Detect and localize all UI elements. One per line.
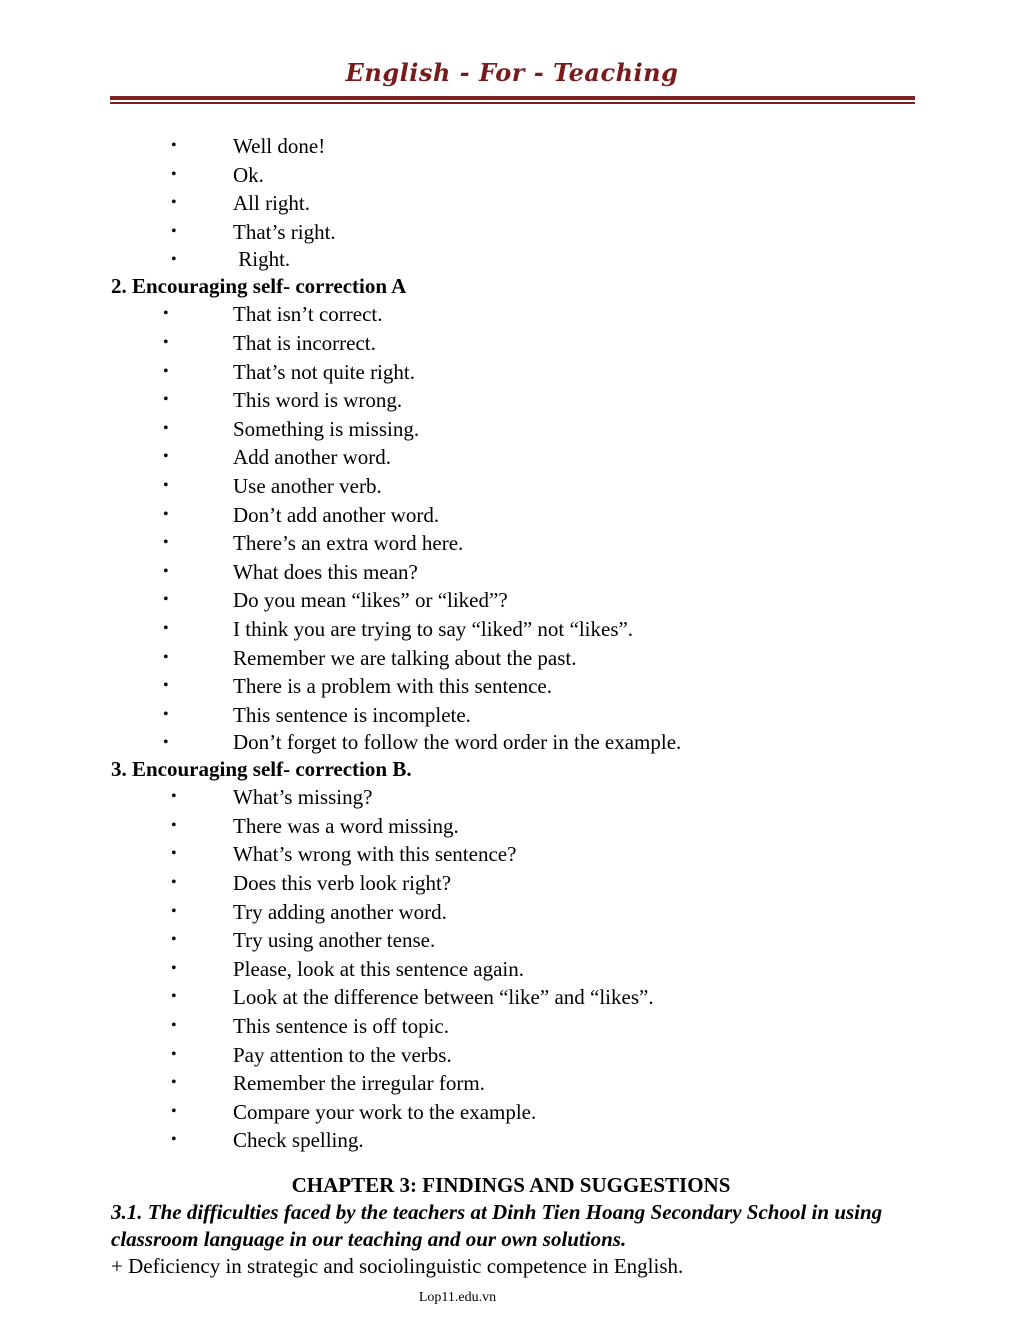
list-item bbox=[111, 472, 911, 501]
bullet-icon: • bbox=[171, 165, 177, 183]
list-item-text: Remember the irregular form. bbox=[233, 1071, 485, 1096]
bullet-icon: • bbox=[163, 534, 169, 552]
chapter-heading: CHAPTER 3: FINDINGS AND SUGGESTIONS bbox=[291, 1173, 731, 1197]
bullet-icon: • bbox=[163, 505, 169, 523]
bullet-icon: • bbox=[171, 1017, 177, 1035]
bullet-icon: • bbox=[171, 1102, 177, 1120]
bullet-icon: • bbox=[171, 251, 177, 269]
list-item bbox=[111, 558, 911, 587]
list-item-text: That’s right. bbox=[233, 219, 336, 244]
list-item-text: Don’t add another word. bbox=[233, 502, 440, 527]
bullet-icon: • bbox=[171, 1131, 177, 1149]
list-item-text: Compare your work to the example. bbox=[233, 1099, 537, 1124]
list-item-text: What does this mean? bbox=[233, 559, 418, 584]
list-item-text: This sentence is incomplete. bbox=[233, 702, 471, 727]
praise-list bbox=[111, 132, 911, 273]
list-item-text: Pay attention to the verbs. bbox=[233, 1042, 452, 1067]
list-item-text: What’s wrong with this sentence? bbox=[233, 842, 517, 867]
list-item-text: Try adding another word. bbox=[233, 899, 447, 924]
bullet-icon: • bbox=[171, 222, 177, 240]
list-item bbox=[111, 983, 911, 1012]
list-item bbox=[111, 955, 911, 984]
list-item bbox=[111, 644, 911, 673]
list-item-text: This sentence is off topic. bbox=[233, 1014, 449, 1039]
bullet-icon: • bbox=[163, 619, 169, 637]
list-item-text: Ok. bbox=[233, 162, 264, 187]
list-item bbox=[111, 586, 911, 615]
list-item bbox=[111, 840, 911, 869]
list-item-text: All right. bbox=[233, 191, 310, 216]
list-item-text: Does this verb look right? bbox=[233, 871, 452, 896]
subsection-heading: 3.1. The difficulties faced by the teachers at Dinh Tien Hoang Secondary School in using classroom language in our teaching and our own solutions. bbox=[111, 1200, 883, 1251]
list-item-text: Use another verb. bbox=[233, 473, 382, 498]
bullet-icon: • bbox=[171, 1074, 177, 1092]
bullet-icon: • bbox=[163, 419, 169, 437]
list-item bbox=[111, 358, 911, 387]
list-item bbox=[111, 501, 911, 530]
document-body bbox=[111, 132, 911, 1280]
list-item bbox=[111, 443, 911, 472]
bullet-icon: • bbox=[163, 677, 169, 695]
list-item bbox=[111, 386, 911, 415]
list-item-text: Add another word. bbox=[233, 445, 392, 470]
list-item-text: Do you mean “likes” or “liked”? bbox=[233, 588, 508, 613]
list-item bbox=[111, 1041, 911, 1070]
list-item bbox=[111, 1069, 911, 1098]
list-item bbox=[111, 329, 911, 358]
bullet-icon: • bbox=[163, 734, 169, 752]
list-item bbox=[111, 246, 911, 273]
list-item bbox=[111, 529, 911, 558]
list-item-text: What’s missing? bbox=[233, 785, 373, 810]
bullet-icon: • bbox=[171, 194, 177, 212]
list-item bbox=[111, 615, 911, 644]
bullet-icon: • bbox=[171, 902, 177, 920]
list-item-text: There was a word missing. bbox=[233, 813, 459, 838]
list-item-text: That’s not quite right. bbox=[233, 359, 415, 384]
bullet-icon: • bbox=[163, 362, 169, 380]
list-item-text: Please, look at this sentence again. bbox=[233, 956, 524, 981]
list-item-text: Something is missing. bbox=[233, 416, 420, 441]
list-item bbox=[111, 672, 911, 701]
bullet-icon: • bbox=[163, 648, 169, 666]
list-item-text: Right. bbox=[233, 247, 291, 272]
page-header-title: English - For - Teaching bbox=[345, 58, 679, 87]
list-item bbox=[111, 132, 911, 161]
list-item bbox=[111, 812, 911, 841]
bullet-icon: • bbox=[171, 959, 177, 977]
list-item-text: I think you are trying to say “liked” not “likes”. bbox=[233, 616, 634, 641]
bullet-icon: • bbox=[171, 1045, 177, 1063]
list-item bbox=[111, 1098, 911, 1127]
list-item-text: Remember we are talking about the past. bbox=[233, 645, 577, 670]
bullet-icon: • bbox=[163, 705, 169, 723]
bullet-icon: • bbox=[171, 788, 177, 806]
list-item bbox=[111, 161, 911, 190]
list-item-text: That isn’t correct. bbox=[233, 302, 383, 327]
bullet-icon: • bbox=[171, 137, 177, 154]
section-heading-self-correction-a: 2. Encouraging self- correction A bbox=[111, 274, 407, 299]
bullet-icon: • bbox=[163, 333, 169, 351]
list-item bbox=[111, 189, 911, 218]
section-heading-self-correction-b: 3. Encouraging self- correction B. bbox=[111, 757, 412, 782]
bullet-icon: • bbox=[163, 476, 169, 494]
list-item-text: Well done! bbox=[233, 134, 326, 158]
list-item-text: This word is wrong. bbox=[233, 388, 403, 413]
list-item bbox=[111, 926, 911, 955]
list-item bbox=[111, 218, 911, 247]
list-item bbox=[111, 783, 911, 812]
bullet-icon: • bbox=[171, 816, 177, 834]
body-paragraph: + Deficiency in strategic and sociolinguistic competence in English. bbox=[111, 1254, 684, 1278]
list-item-text: Try using another tense. bbox=[233, 928, 436, 953]
self-correction-a-list bbox=[111, 300, 911, 756]
bullet-icon: • bbox=[163, 448, 169, 466]
header-rule-thick bbox=[110, 96, 915, 100]
bullet-icon: • bbox=[163, 591, 169, 609]
bullet-icon: • bbox=[171, 845, 177, 863]
bullet-icon: • bbox=[171, 874, 177, 892]
list-item-text: Check spelling. bbox=[233, 1128, 364, 1153]
list-item bbox=[111, 729, 911, 756]
list-item-text: Don’t forget to follow the word order in the example. bbox=[233, 730, 682, 755]
list-item bbox=[111, 869, 911, 898]
list-item bbox=[111, 1012, 911, 1041]
list-item bbox=[111, 415, 911, 444]
list-item bbox=[111, 701, 911, 730]
list-item-text: There’s an extra word here. bbox=[233, 531, 464, 556]
page-footer: Lop11.edu.vn bbox=[418, 1290, 497, 1305]
list-item bbox=[111, 1126, 911, 1155]
bullet-icon: • bbox=[163, 305, 169, 323]
list-item-text: There is a problem with this sentence. bbox=[233, 674, 552, 699]
list-item-text: That is incorrect. bbox=[233, 330, 376, 355]
header-rule-thin bbox=[110, 102, 915, 104]
bullet-icon: • bbox=[171, 931, 177, 949]
list-item bbox=[111, 300, 911, 329]
list-item-text: Look at the difference between “like” and “likes”. bbox=[233, 985, 654, 1010]
bullet-icon: • bbox=[163, 562, 169, 580]
list-item bbox=[111, 898, 911, 927]
section-spacer bbox=[111, 1155, 911, 1171]
bullet-icon: • bbox=[163, 391, 169, 409]
bullet-icon: • bbox=[171, 988, 177, 1006]
self-correction-b-list bbox=[111, 783, 911, 1155]
